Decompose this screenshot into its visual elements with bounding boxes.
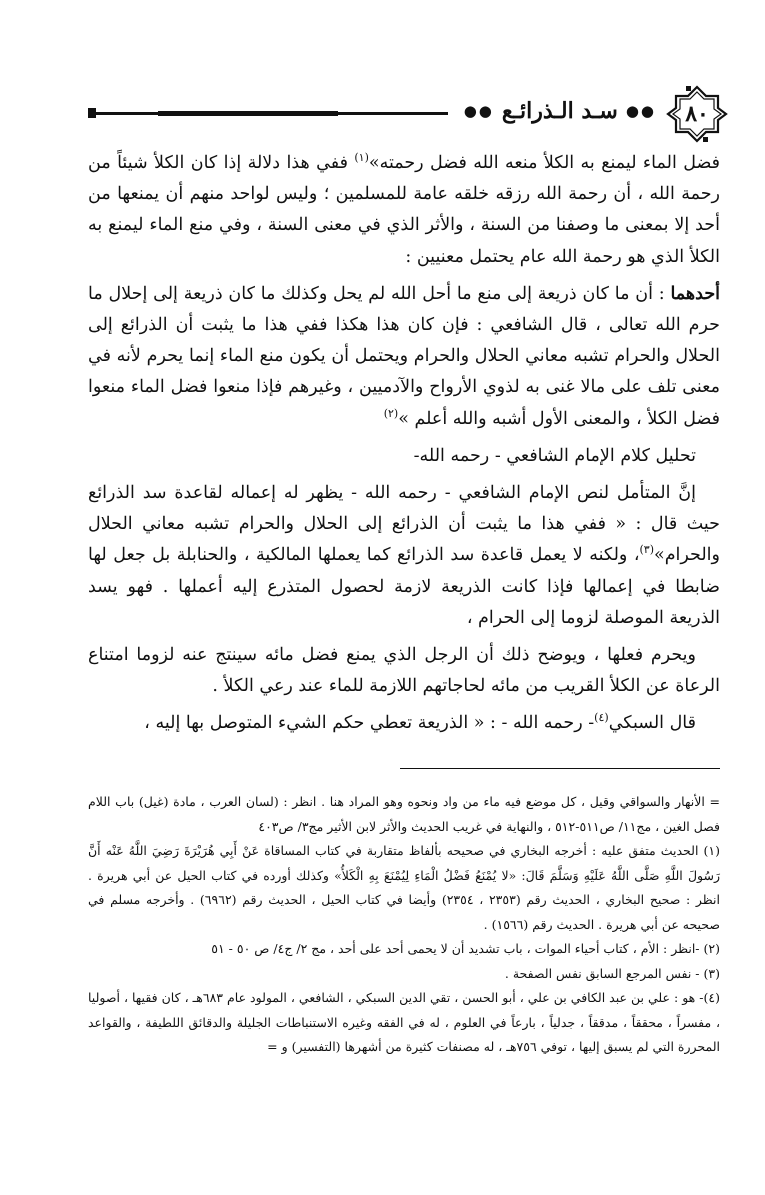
footnote-1: (١) الحديث متفق عليه : أخرجه البخاري في صحيحه بألفاظ متقاربة في كتاب المساقاة عَنْ أَبِي هُرَيْرَةَ رَضِيَ اللَّهُ عَنْه أَنَّ رَسُولَ اللَّهِ صَلَّى اللَّهُ عَلَيْهِ وَسَلَّمَ قَالَ: «لا يُمْنَعُ فَضْلُ الْمَاءِ لِيُمْنَعَ بِهِ الْكَلأُ» وكذلك أورده في كتاب الحيل عن أبي هريرة . انظر : صحيح البخاري ، الحديث رقم (٢٣٥٣ ، ٢٣٥٤) وأيضا في كتاب الحيل ، الحديث رقم (٦٩٦٢) . وأخرجه مسلم في صحيحه عن أبي هريرة . الحديث رقم (١٥٦٦) . bbox=[88, 843, 720, 932]
header-rule-end bbox=[88, 108, 96, 118]
footnote-3: (٣) - نفس المرجع السابق نفس الصفحة . bbox=[504, 965, 720, 981]
footnote-2: (٢) -انظر : الأم ، كتاب أحياء الموات ، باب تشديد أن لا يحمى أحد على أحد ، مج ٢/ ج٤/ ص ٥٠ - ٥١ bbox=[211, 941, 720, 956]
section-heading: تحليل كلام الإمام الشافعي - رحمه الله- bbox=[413, 445, 696, 466]
page-header bbox=[88, 84, 728, 144]
paragraph-2-lead: أحدهما bbox=[670, 283, 720, 304]
running-title bbox=[464, 98, 656, 124]
dots-ornament-right: ●● bbox=[625, 102, 656, 120]
page-number: ٨٠ bbox=[685, 101, 709, 127]
footnote-ref-4: (٤) bbox=[594, 711, 609, 725]
paragraph-6: قال السبكي$^{(٤)}$- رحمه الله - : « الذريعة تعطي حكم الشيء المتوصل بها إليه ، bbox=[144, 711, 696, 734]
main-text bbox=[88, 148, 720, 746]
page-number-emblem bbox=[666, 84, 728, 144]
paragraph-1: فضل الماء ليمنع به الكلأ منعه الله فضل رحمته»$^{(١)}$ ففي هذا دلالة إذا كان الكلأ شيئاً من رحمة الله ، أن رحمة الله رزقه خلقه عامة للمسلمين ؛ وليس لواحد منهم أن يمنعها من أحد إلا بمعنى ما وصفنا من السنة ، والأثر الذي في معنى السنة ، وفي منع الماء ليمنع به الكلأ الذي هو رحمة الله عام يحتمل معنيين : bbox=[88, 151, 720, 267]
header-rule-thick bbox=[158, 111, 338, 116]
footnote-ref-2: (٢) bbox=[383, 406, 399, 420]
footnote-separator bbox=[400, 768, 720, 769]
footnote-continuation: = الأنهار والسواقي وقيل ، كل موضع فيه ماء من واد ونحوه وهو المراد هنا . انظر : (لسان العرب ، مادة (غيل) باب اللام فصل الغين ، مج١١/ ص٥١١-٥١٢ ، والنهاية في غريب الحديث والأثر لابن الأثير مج٣/ ص٤٠٣ bbox=[88, 794, 720, 834]
paragraph-5: ويحرم فعلها ، ويوضح ذلك أن الرجل الذي يمنع فضل مائه سينتج عنه لزوما امتناع الرعاة عن الكلأ القريب من مائه لحاجاتهم اللازمة للماء عند رعي الكلأ . bbox=[88, 645, 720, 697]
paragraph-2: أحدهما : أن ما كان ذريعة إلى منع ما أحل الله لم يحل وكذلك ما كان ذريعة إلى إحلال ما حرم الله تعالى ، قال الشافعي : فإن كان هذا هكذا ففي هذا ما يثبت أن الذرائع إلى الحلال والحرام تشبه معاني الحلال والحرام ويحتمل أن يكون منع الماء إنما يحرم لأنه في معنى تلف على مالا غنى به لذوي الأرواح والآدميين ، وغيرهم فإذا منعوا فضل الماء منعوا فضل الكلأ ، والمعنى الأول أشبه والله أعلم »$^{(٢)}$ bbox=[88, 283, 720, 429]
dots-ornament-left: ●● bbox=[463, 102, 494, 120]
footnotes bbox=[88, 790, 720, 1060]
footnote-ref-1: (١) bbox=[354, 151, 369, 165]
running-title-text: سـد الـذرائـع bbox=[501, 98, 618, 124]
footnote-4: (٤)- هو : علي بن عبد الكافي بن علي ، أبو الحسن ، تقي الدين السبكي ، الشافعي ، المولود عام ٦٨٣هـ ، كان فقيها ، أصوليا ، مفسراً ، محققاً ، مدققاً ، جدلياً ، بارعاً في العلوم ، له في الفقه وغيره الاستنباطات الجليلة والدقائق اللطيفة ، والقواعد المحررة التي لم يسبق إليها ، توفي ٧٥٦هـ ، له مصنفات كثيرة من أشهرها (التفسير) و = bbox=[88, 990, 720, 1054]
footnote-ref-3: (٣) bbox=[639, 543, 654, 557]
paragraph-4: إنَّ المتأمل لنص الإمام الشافعي - رحمه الله - يظهر له إعماله لقاعدة سد الذرائع حيث قال : « ففي هذا ما يثبت أن الذرائع إلى الحلال والحرام تشبه معاني الحلال والحرام»$^{(٣)}$، ولكنه لا يعمل قاعدة سد الذرائع كما يعملها المالكية ، والحنابلة بل جعل لها ضابطا في إعمالها فإذا كانت الذريعة لازمة لحصول المتذرع إليه أعملها . فهو يسد الذريعة الموصلة لزوما إلى الحرام ، bbox=[88, 483, 720, 628]
